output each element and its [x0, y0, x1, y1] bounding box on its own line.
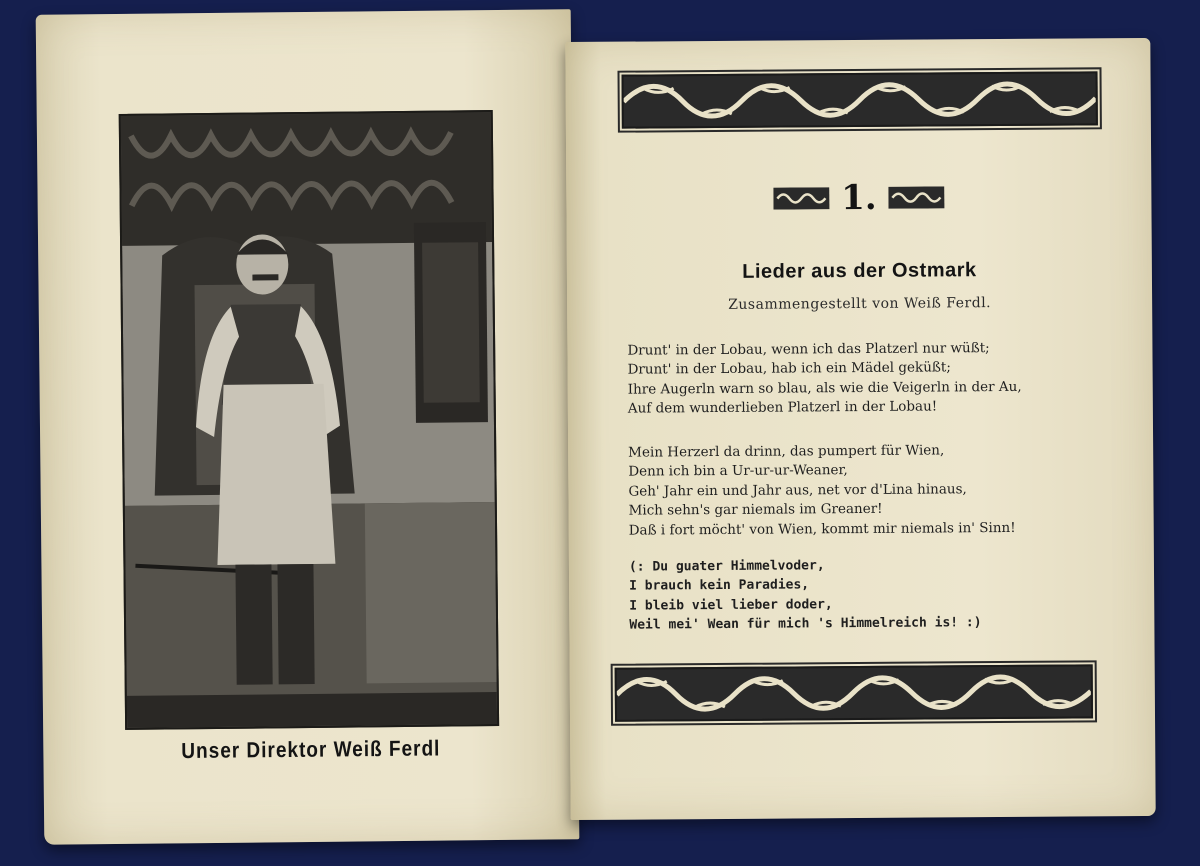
left-page	[36, 9, 580, 845]
verse-line: Daß i fort möcht' von Wien, kommt mir niemals in' Sinn!	[628, 519, 1016, 539]
ornament-band-top	[622, 71, 1098, 128]
director-photo	[119, 110, 499, 730]
verse-line: I brauch kein Paradies,	[629, 577, 810, 595]
verse-line: Mich sehn's gar niemals im Greaner!	[628, 501, 883, 519]
verse-line: Weil mei' Wean für mich 's Himmelreich is! :)	[629, 615, 982, 633]
right-page	[565, 38, 1155, 820]
verse-line: Auf dem wunderlieben Platzerl in der Lobau!	[627, 398, 938, 417]
verse-line: Drunt' in der Lobau, hab ich ein Mädel geküßt;	[627, 359, 951, 379]
right-scroll-ornament	[889, 186, 945, 208]
verse-line: (: Du guater Himmelvoder,	[628, 558, 825, 575]
verse-line: Denn ich bin a Ur-ur-ur-Weaner,	[628, 462, 848, 481]
verse-line: Mein Herzerl da drinn, das pumpert für Wien,	[628, 442, 945, 461]
verse-1	[627, 338, 1128, 419]
left-scroll-ornament	[773, 187, 829, 209]
verse-2	[628, 440, 1129, 541]
verse-line: Ihre Augerln warn so blau, als wie die Veigerln in der Au,	[627, 378, 1022, 398]
song-title: Lieder aus der Ostmark	[742, 259, 977, 283]
verse-line: Geh' Jahr ein und Jahr aus, net vor d'Lina hinaus,	[628, 481, 967, 500]
song-number: 1.	[840, 177, 877, 219]
verse-line: I bleib viel lieber doder,	[629, 597, 833, 614]
song-subtitle: Zusammengestellt von Weiß Ferdl.	[728, 295, 992, 313]
ornament-band-bottom	[615, 664, 1093, 721]
song-heading	[566, 176, 1151, 220]
verse-line: Drunt' in der Lobau, wenn ich das Platzerl nur wüßt;	[627, 340, 990, 359]
photo-caption: Unser Direktor Weiß Ferdl	[181, 736, 441, 764]
refrain	[629, 554, 1130, 635]
